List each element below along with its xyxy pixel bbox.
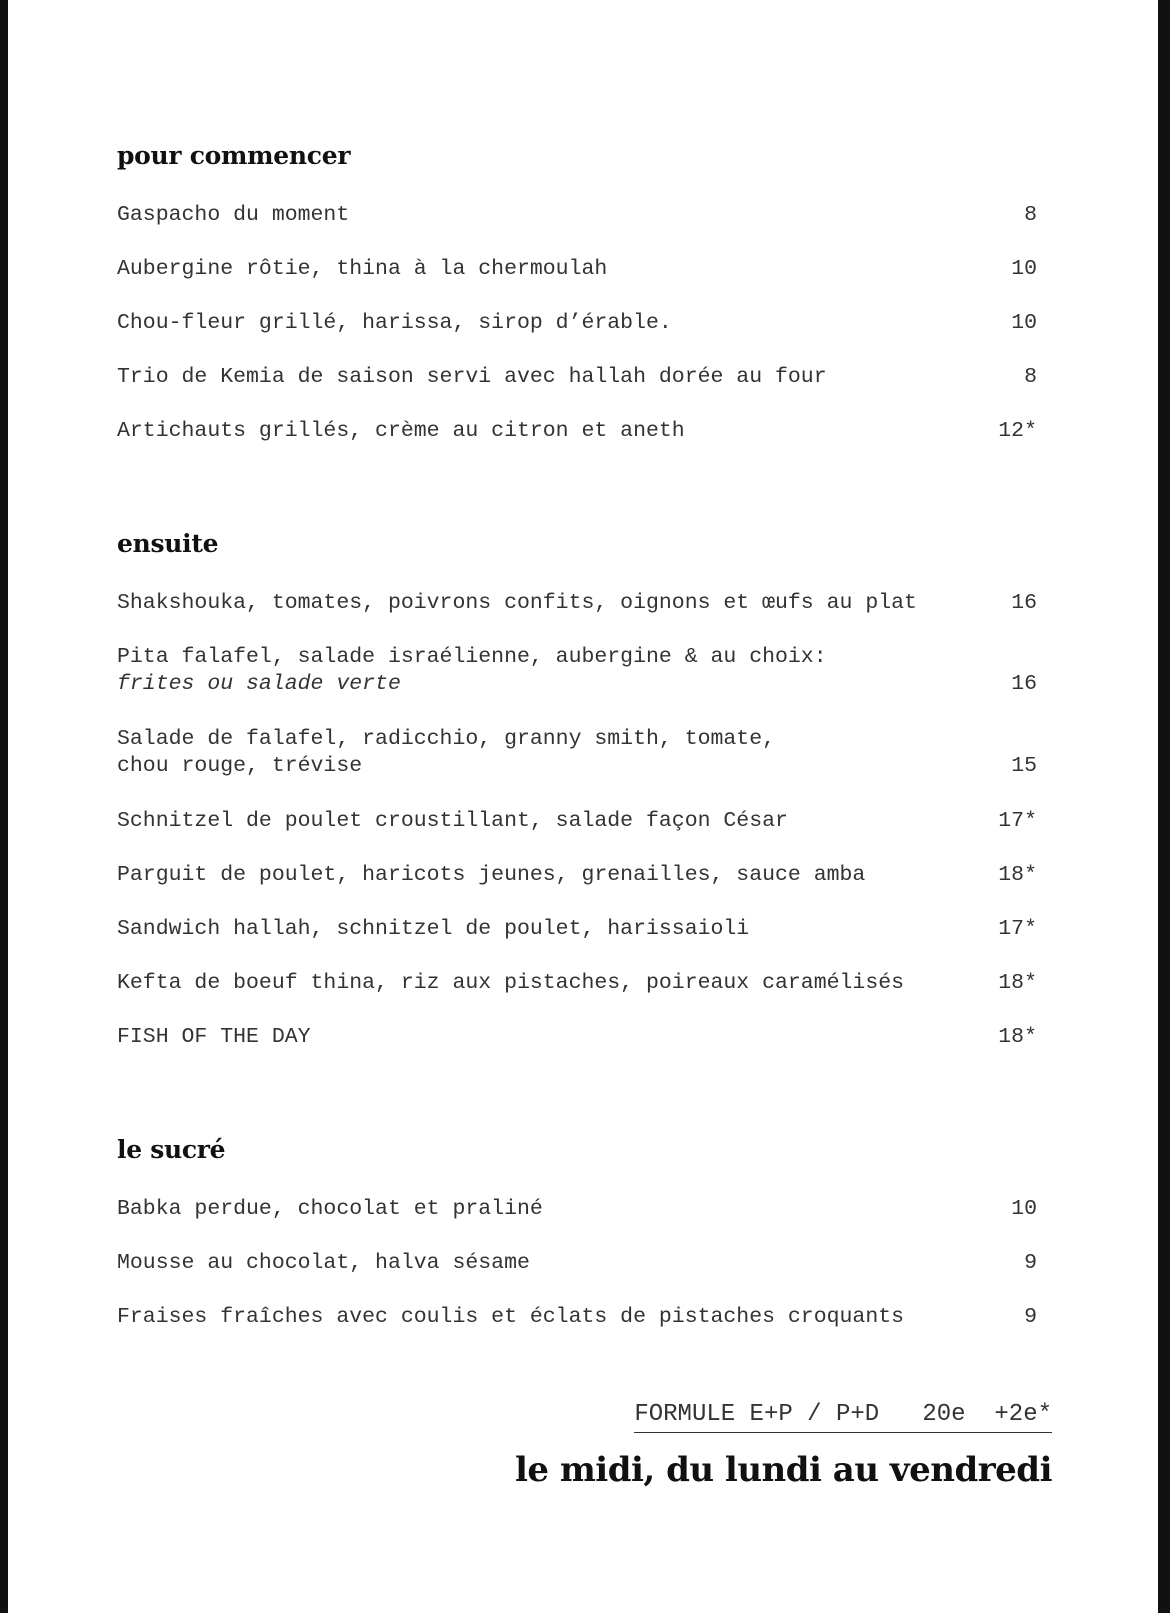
menu-item-name: Babka perdue, chocolat et praliné (117, 1197, 543, 1221)
lunch-hours-title: le midi, du lundi au vendredi (514, 1450, 1052, 1490)
menu-item-price: 8 (1024, 203, 1037, 227)
section-title-ensuite: ensuite (117, 529, 219, 558)
menu-item-price: 16 (1011, 672, 1037, 696)
menu-item (117, 418, 1037, 445)
menu-item-price: 12* (998, 419, 1037, 443)
menu-item-name: Pita falafel, salade israélienne, aubergine & au choix: (117, 645, 827, 669)
menu-item (117, 1024, 1037, 1051)
menu-item (117, 310, 1037, 337)
menu-item-name: Artichauts grillés, crème au citron et aneth (117, 419, 685, 443)
menu-item-price: 8 (1024, 365, 1037, 389)
menu-item-name: Trio de Kemia de saison servi avec hallah dorée au four (117, 365, 827, 389)
menu-item (117, 1304, 1037, 1331)
menu-item (117, 364, 1037, 391)
menu-item (117, 808, 1037, 835)
menu-item-price: 10 (1011, 311, 1037, 335)
menu-item-name: Gaspacho du moment (117, 203, 350, 227)
menu-item-price: 18* (998, 1025, 1037, 1049)
menu-item (117, 970, 1037, 997)
left-page-edge (0, 0, 8, 1613)
menu-item (117, 862, 1037, 889)
menu-item-name: Aubergine rôtie, thina à la chermoulah (117, 257, 608, 281)
menu-item-price: 10 (1011, 1197, 1037, 1221)
section-title-pour-commencer: pour commencer (117, 141, 351, 170)
menu-item (117, 726, 1037, 780)
section-title-le-sucre: le sucré (117, 1135, 226, 1164)
menu-item-name: Parguit de poulet, haricots jeunes, grenailles, sauce amba (117, 863, 866, 887)
menu-item-price: 9 (1024, 1305, 1037, 1329)
menu-item-name: Shakshouka, tomates, poivrons confits, oignons et œufs au plat (117, 591, 917, 615)
menu-item-price: 17* (998, 917, 1037, 941)
menu-item-price: 15 (1011, 754, 1037, 778)
menu-item-name: Mousse au chocolat, halva sésame (117, 1251, 530, 1275)
menu-item (117, 644, 1037, 698)
menu-item (117, 1196, 1037, 1223)
menu-item-name: FISH OF THE DAY (117, 1025, 311, 1049)
menu-item (117, 202, 1037, 229)
menu-item-price: 18* (998, 863, 1037, 887)
menu-item-name: Salade de falafel, radicchio, granny smith, tomate, (117, 727, 776, 751)
menu-item-price: 9 (1024, 1251, 1037, 1275)
menu-item-name: Schnitzel de poulet croustillant, salade façon César (117, 809, 788, 833)
menu-item-price: 18* (998, 971, 1037, 995)
right-page-edge (1158, 0, 1170, 1613)
menu-item-price: 16 (1011, 591, 1037, 615)
menu-item-name: Fraises fraîches avec coulis et éclats de pistaches croquants (117, 1305, 905, 1329)
menu-item-name: Sandwich hallah, schnitzel de poulet, harissaioli (117, 917, 750, 941)
menu-item (117, 590, 1037, 617)
menu-item (117, 256, 1037, 283)
menu-item-price: 10 (1011, 257, 1037, 281)
formule-offer: FORMULE E+P / P+D 20e +2e* (634, 1400, 1052, 1433)
menu-item-name: Chou-fleur grillé, harissa, sirop d’érable. (117, 311, 672, 335)
menu-item (117, 1250, 1037, 1277)
menu-item-option: frites ou salade verte (117, 672, 401, 696)
menu-item-name: Kefta de boeuf thina, riz aux pistaches, poireaux caramélisés (117, 971, 905, 995)
menu-item (117, 916, 1037, 943)
menu-item-price: 17* (998, 809, 1037, 833)
menu-item-name-continued: chou rouge, trévise (117, 754, 363, 778)
